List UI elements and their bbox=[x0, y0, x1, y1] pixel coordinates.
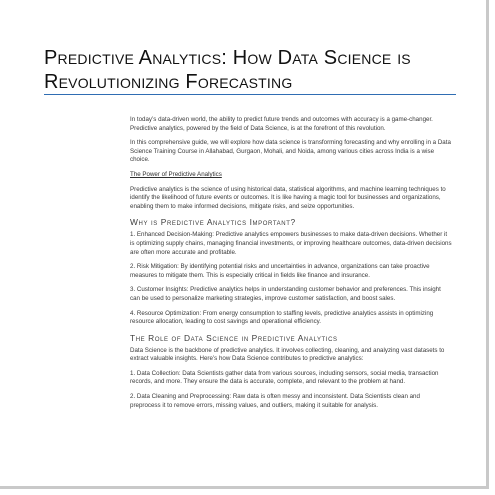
why-item-4: 4. Resource Optimization: From energy consumption to staffing levels, predictive analytics assists in optimizing resource allocation, leading to cost savings and operational efficiency. bbox=[130, 309, 434, 326]
document-title bbox=[44, 46, 464, 94]
role-item-2: 2. Data Cleaning and Preprocessing: Raw data is often messy and inconsistent. Data Scientists clean and preprocess it to remove errors, missing values, and outliers, making it suitable for analysis. bbox=[130, 393, 420, 409]
power-heading: The Power of Predictive Analytics bbox=[130, 170, 222, 178]
title-line-1: Predictive Analytics: How Data Science is bbox=[44, 47, 411, 69]
role-intro: Data Science is the backbone of predictive analytics. It involves collecting, cleaning, and analyzing vast datasets to extract valuable insights. Here’s how Data Science contributes to predictive analytics: bbox=[130, 346, 445, 363]
title-line-2: Revolutionizing Forecasting bbox=[44, 71, 293, 93]
power-paragraph: Predictive analytics is the science of using historical data, statistical algorithms, and machine learning techniques to identify the likelihood of future events or outcomes. It is like having a magic tool for businesses and organizations, enabling them to make informed decisions, mitigate risks, and seize opportunities. bbox=[130, 185, 446, 210]
why-item-2: 2. Risk Mitigation: By identifying potential risks and uncertainties in advance, organizations can take proactive measures to mitigate them. This is especially critical in fields like finance and insurance. bbox=[130, 263, 430, 279]
intro-paragraph-2: In this comprehensive guide, we will explore how data science is transforming forecasting and why enrolling in a Data Science Training Course in Allahabad, Gurgaon, Mohali, and Noida, among various cities across India is a wise choice. bbox=[130, 139, 451, 164]
why-item-1: 1. Enhanced Decision-Making: Predictive analytics empowers businesses to make data-driven decisions. Whether it is optimizing supply chains, managing financial investments, or improving healthcare outcomes, data-driven decisions are often more accurate and profitable. bbox=[130, 231, 452, 256]
intro-paragraph-1: In today’s data-driven world, the ability to predict future trends and outcomes with accuracy is a game-changer. Predictive analytics, powered by the field of Data Science, is at the forefront of this revolution. bbox=[130, 116, 433, 132]
why-heading: Why is Predictive Analytics Important? bbox=[130, 217, 296, 228]
why-item-3: 3. Customer Insights: Predictive analytics helps in understanding customer behavior and preferences. This insight can be used to personalize marketing strategies, improve customer satisfaction, and boost sales. bbox=[130, 286, 441, 302]
title-underline bbox=[44, 94, 456, 95]
role-item-1: 1. Data Collection: Data Scientists gather data from various sources, including sensors, social media, transaction records, and more. They ensure the data is accurate, complete, and relevant to the problem at hand. bbox=[130, 369, 439, 386]
article-body bbox=[130, 116, 452, 416]
role-heading: The Role of Data Science in Predictive Analytics bbox=[130, 332, 338, 343]
